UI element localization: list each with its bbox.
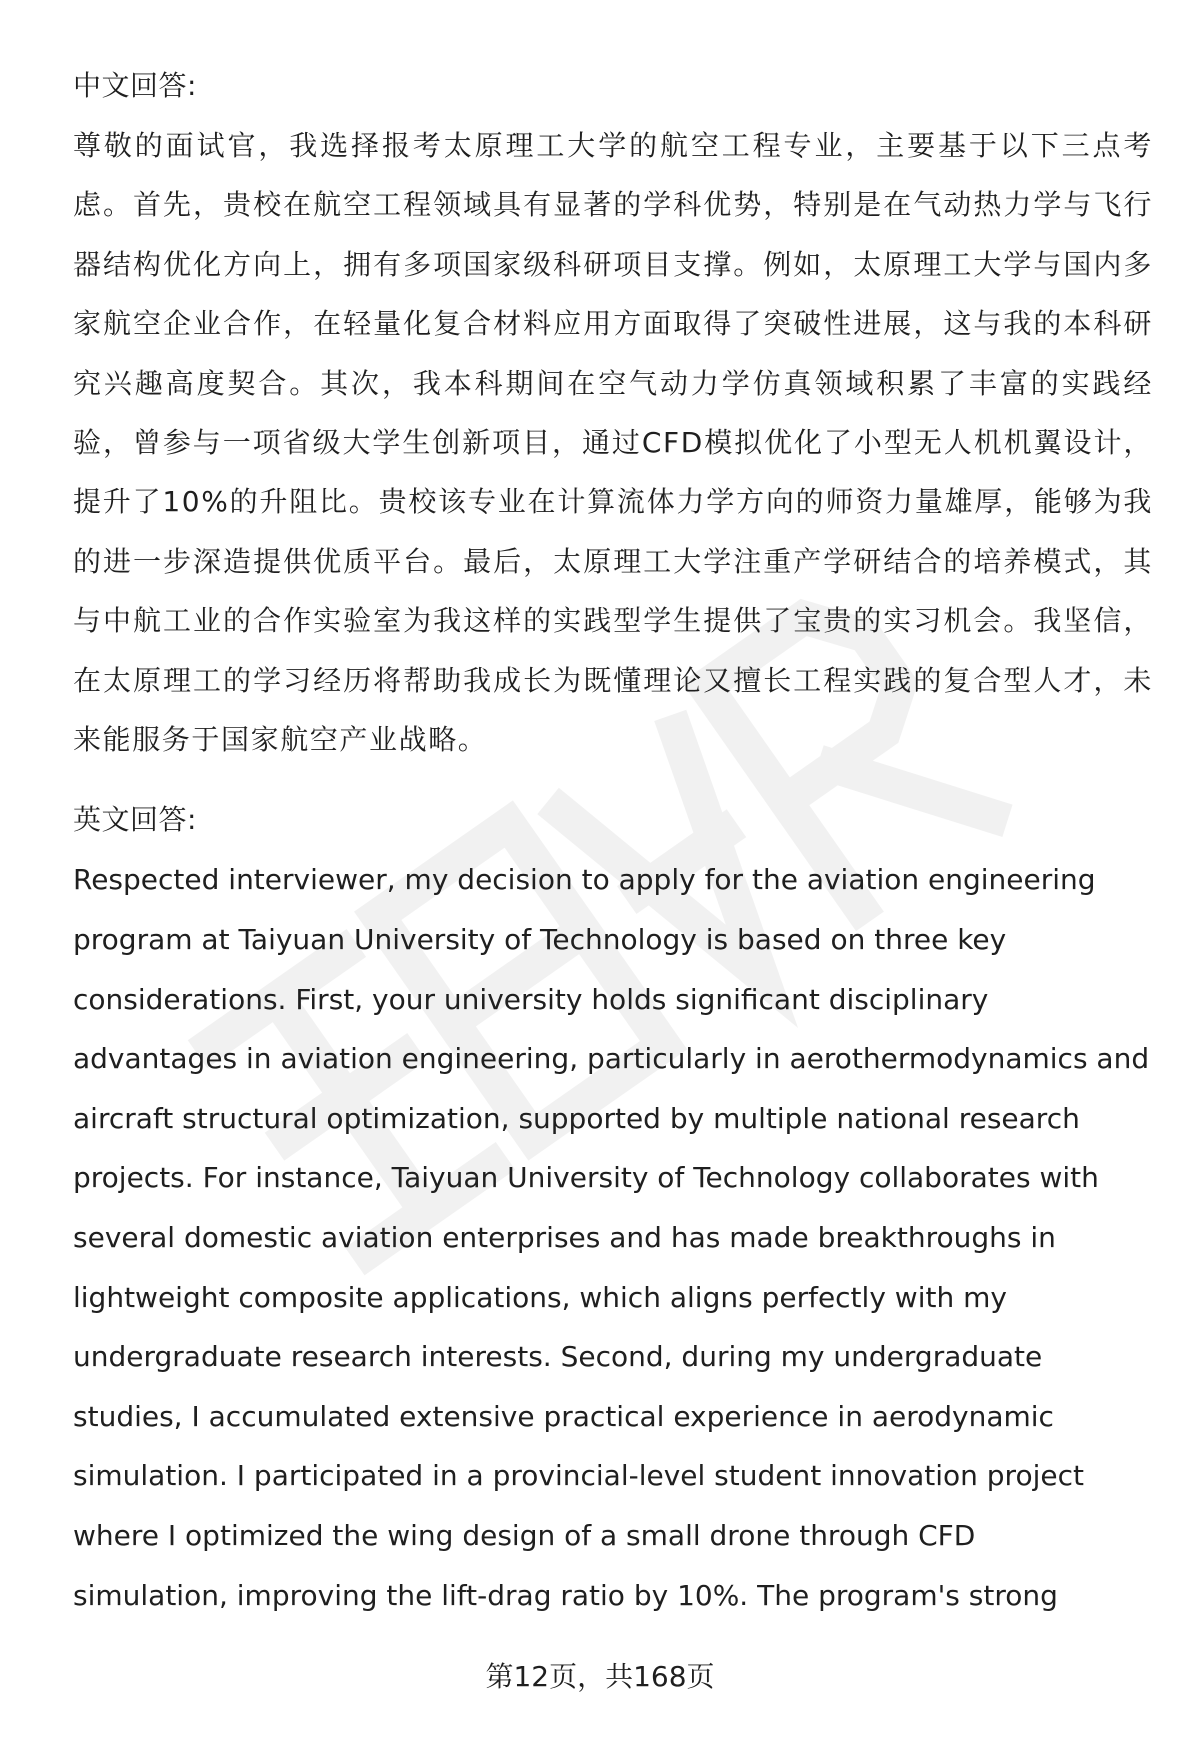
en-answer-line: undergraduate research interests. Second, during my undergraduate [73, 1340, 1043, 1374]
en-answer-line: Respected interviewer, my decision to apply for the aviation engineering [73, 863, 1096, 897]
page-indicator: 第12页，共168页 [485, 1660, 715, 1693]
en-answer-line: simulation. I participated in a provincial-level student innovation project [73, 1459, 1084, 1493]
en-answer-heading: 英文回答: [73, 803, 197, 837]
en-answer-line: advantages in aviation engineering, particularly in aerothermodynamics and [73, 1042, 1150, 1076]
en-answer-line: program at Taiyuan University of Technology is based on three key [73, 923, 1007, 957]
section-spacer [73, 769, 1153, 790]
en-answer-line: aircraft structural optimization, supported by multiple national research [73, 1101, 1080, 1135]
zh-answer-heading: 中文回答: [73, 69, 197, 102]
en-answer-body [73, 850, 1153, 1625]
en-answer-line: lightweight composite applications, which aligns perfectly with my [73, 1280, 1007, 1314]
en-answer-line: several domestic aviation enterprises and has made breakthroughs in [73, 1221, 1056, 1255]
en-answer-line: considerations. First, your university holds significant disciplinary [73, 982, 989, 1016]
en-answer-line: projects. For instance, Taiyuan University of Technology collaborates with [73, 1161, 1099, 1195]
document-content [73, 56, 1153, 1625]
en-answer-line: where I optimized the wing design of a small drone through CFD [73, 1519, 976, 1552]
en-answer-line: simulation, improving the lift-drag ratio by 10%. The program's strong [73, 1578, 1058, 1612]
zh-answer-body: 尊敬的面试官，我选择报考太原理工大学的航空工程专业，主要基于以下三点考虑。首先，贵校在航空工程领域具有显著的学科优势，特别是在气动热力学与飞行器结构优化方向上，拥有多项国家级科研项目支撑。例如，太原理工大学与国内多家航空企业合作，在轻量化复合材料应用方面取得了突破性进展，这与我的本科研究兴趣高度契合。其次，我本科期间在空气动力学仿真领域积累了丰富的实践经验，曾参与一项省级大学生创新项目，通过CFD模拟优化了小型无人机机翼设计，提升了10%的升阻比。贵校该专业在计算流体力学方向的师资力量雄厚，能够为我的进一步深造提供优质平台。最后，太原理工大学注重产学研结合的培养模式，其与中航工业的合作实验室为我这样的实践型学生提供了宝贵的实习机会。我坚信，在太原理工的学习经历将帮助我成长为既懂理论又擅长工程实践的复合型人才，未来能服务于国家航空产业战略。 [73, 129, 1153, 757]
en-answer-line: studies, I accumulated extensive practical experience in aerodynamic [73, 1399, 1054, 1433]
